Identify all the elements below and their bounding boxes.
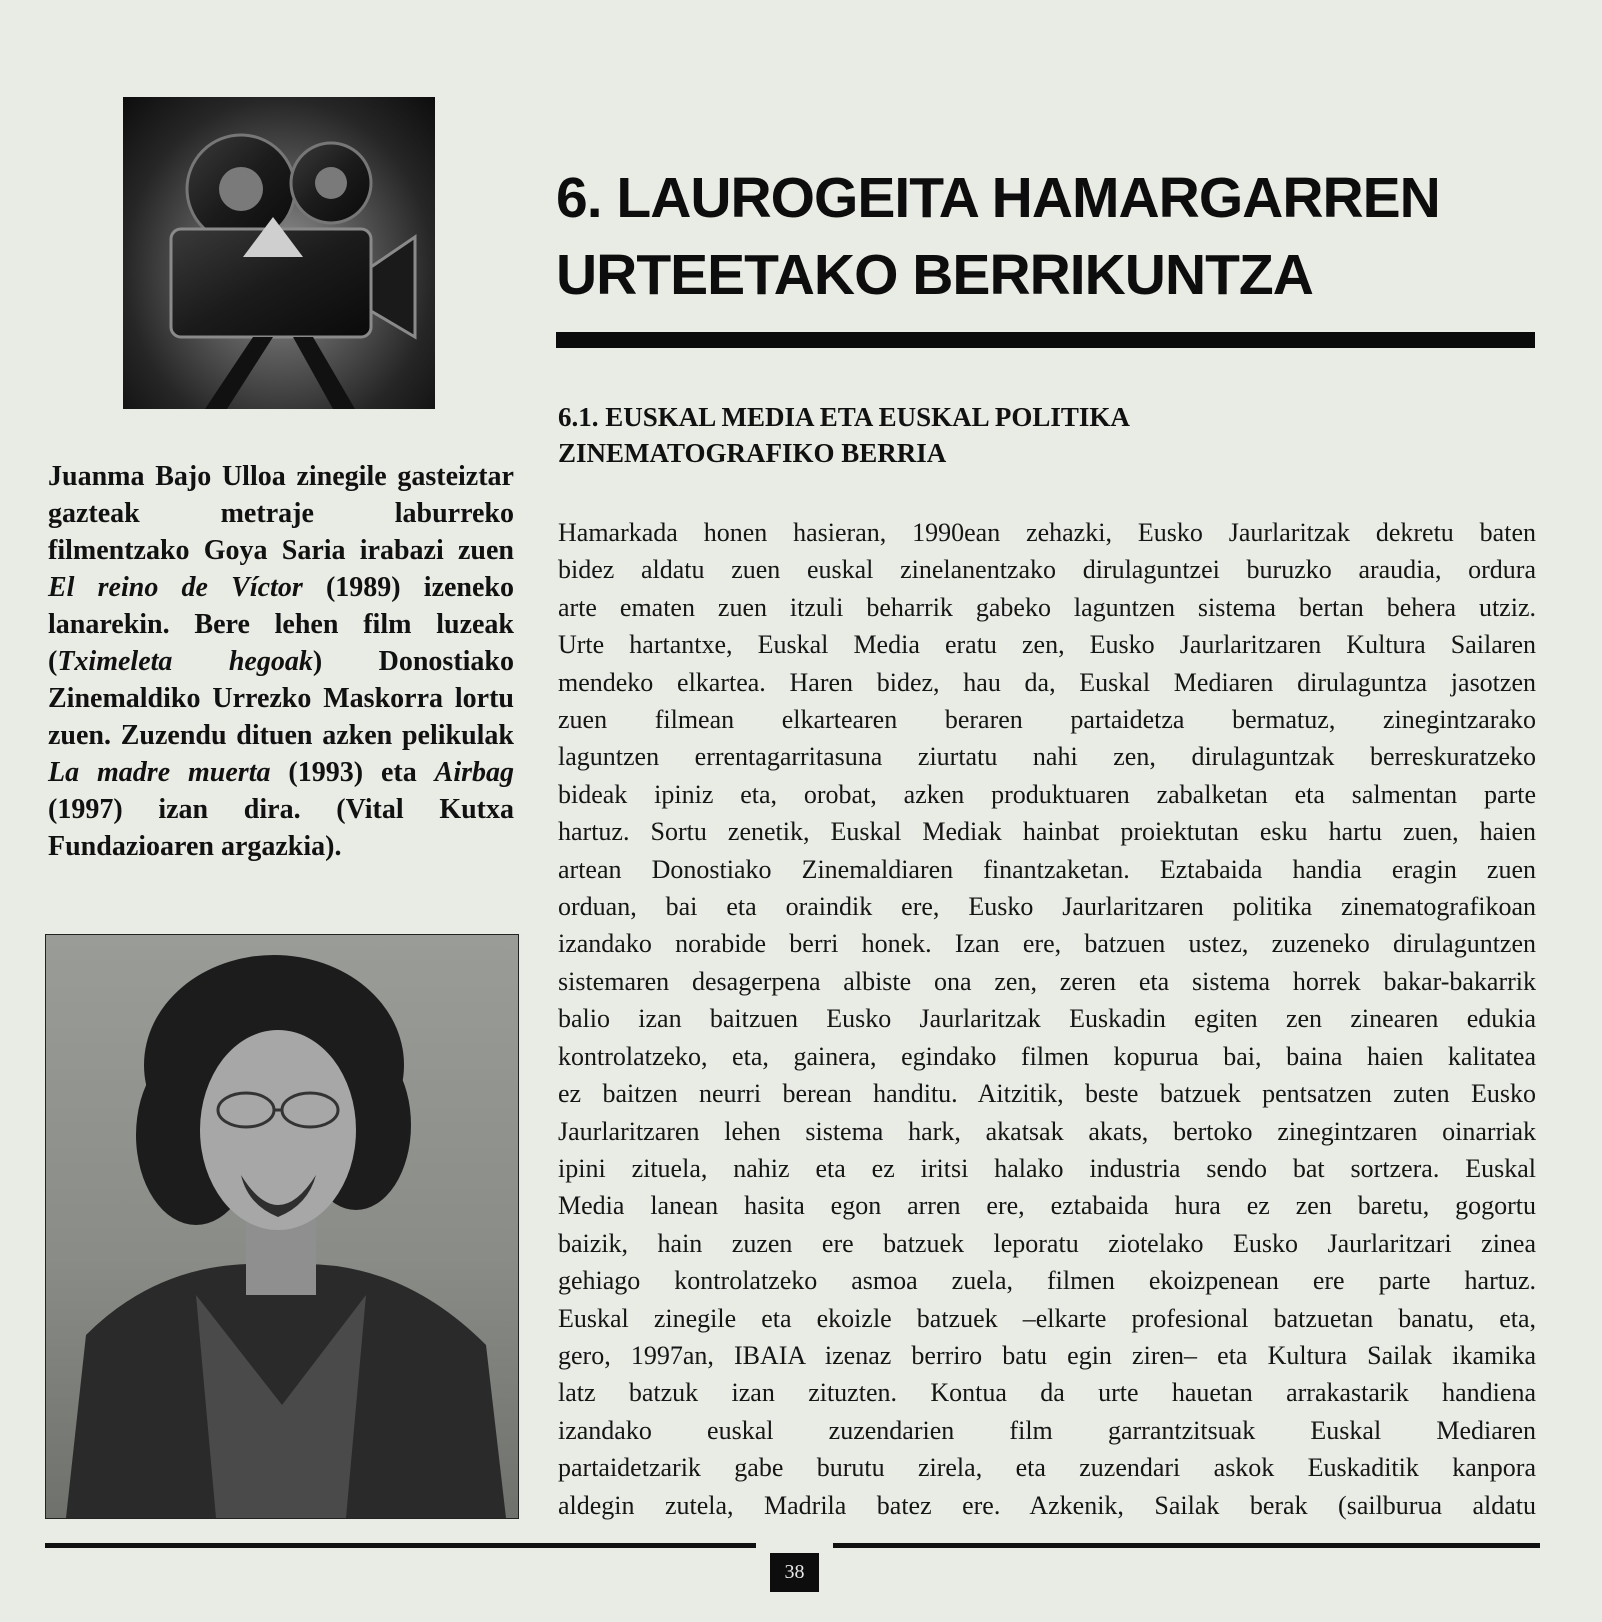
body-line: ez baitzen neurri berean handitu. Aitzitik, beste batzuek pentsatzen zuten Eusko	[558, 1079, 1536, 1109]
body-line: aldegin zutela, Madrila batez ere. Azkenik, Sailak berak (sailburua aldatu	[558, 1490, 1536, 1520]
body-line: arte ematen zuen itzuli beharrik gabeko laguntzen sistema bertan behera utziz.	[558, 592, 1536, 622]
body-line: partaidetzarik gabe burutu zirela, eta zuzendari askok Euskaditik kanpora	[558, 1453, 1536, 1483]
body-line: sistemaren desagerpena albiste ona zen, zeren eta sistema horrek bakar-bakarrik	[558, 966, 1536, 996]
caption-title-airbag: Airbag	[434, 757, 514, 788]
title-rule	[556, 332, 1535, 348]
body-line: laguntzen errentagarritasuna ziurtatu nahi zen, dirulaguntzak berreskuratzeko	[558, 742, 1536, 772]
portrait-photo	[45, 934, 519, 1519]
portrait-figure	[46, 935, 518, 1518]
chapter-title	[556, 160, 1546, 314]
footer-rule-right	[833, 1543, 1540, 1548]
body-paragraph	[558, 514, 1536, 1524]
caption-title-reino: El reino de Víctor	[48, 572, 303, 603]
chapter-title-line-1: 6. LAUROGEITA HAMARGARREN	[556, 166, 1440, 230]
body-line: izandako euskal zuzendarien film garrantzitsuak Euskal Mediaren	[558, 1415, 1536, 1445]
body-line: zuen filmean elkartearen beraren partaidetza bermatuz, zinegintzarako	[558, 705, 1536, 735]
body-line: izandako norabide berri honek. Izan ere, batzuen ustez, zuzeneko dirulaguntzen	[558, 929, 1536, 959]
caption-text-1: Juanma Bajo Ulloa zinegile gasteiztar gazteak metraje laburreko filmentzako Goya Saria irabazi zuen	[48, 461, 514, 566]
chapter-title-line-2: URTEETAKO BERRIKUNTZA	[556, 243, 1313, 307]
caption-text-3: ) Donostiako Zinemaldiko Urrezko Maskorra lortu zuen. Zuzendu dituen azken pelikulak	[48, 646, 514, 751]
page-number: 38	[770, 1553, 819, 1592]
body-line: bidez aldatu zuen euskal zinelanentzako dirulaguntzei buruzko araudia, ordura	[558, 555, 1536, 585]
body-line: baizik, hain zuzen ere batzuek leporatu ziotelako Eusko Jaurlaritzari zinea	[558, 1228, 1536, 1258]
body-line: Euskal zinegile eta ekoizle batzuek –elkarte profesional batzuetan banatu, eta,	[558, 1303, 1536, 1333]
body-line: orduan, bai eta oraindik ere, Eusko Jaurlaritzaren politika zinematografikoan	[558, 892, 1536, 922]
caption-text-2: (1989) izeneko lanarekin. Bere lehen film luzeak (	[48, 572, 514, 677]
body-line: bideak ipiniz eta, orobat, azken produktuaren zabalketan eta salmentan parte	[558, 779, 1536, 809]
section-heading-line-1: 6.1. EUSKAL MEDIA ETA EUSKAL POLITIKA	[558, 402, 1130, 432]
photo-caption	[48, 458, 514, 865]
body-line: Urte hartantxe, Euskal Media eratu zen, Eusko Jaurlaritzaren Kultura Sailaren	[558, 630, 1536, 660]
section-heading-line-2: ZINEMATOGRAFIKO BERRIA	[558, 438, 947, 468]
footer-rule-left	[45, 1543, 756, 1548]
body-line: hartuz. Sortu zenetik, Euskal Mediak hainbat proiektutan esku hartu zuen, haien	[558, 817, 1536, 847]
body-line: gero, 1997an, IBAIA izenaz berriro batu egin ziren– eta Kultura Sailak ikamika	[558, 1340, 1536, 1370]
body-line: mendeko elkartea. Haren bidez, hau da, Euskal Mediaren dirulaguntza jasotzen	[558, 667, 1536, 697]
body-line: latz batzuk izan zituzten. Kontua da urte hauetan arrakastarik handiena	[558, 1378, 1536, 1408]
body-line: balio izan baitzuen Eusko Jaurlaritzak Euskadin egiten zen zinearen edukia	[558, 1004, 1536, 1034]
body-line: gehiago kontrolatzeko asmoa zuela, filmen ekoizpenean ere parte hartuz.	[558, 1266, 1536, 1296]
section-heading	[558, 399, 1538, 471]
caption-text-4: (1993) eta	[270, 757, 435, 788]
body-line: artean Donostiako Zinemaldiaren finantzaketan. Eztabaida handia eragin zuen	[558, 854, 1536, 884]
film-camera-icon	[123, 97, 435, 409]
body-line: Media lanean hasita egon arren ere, eztabaida hura ez zen baretu, gogortu	[558, 1191, 1536, 1221]
caption-text-5: (1997) izan dira. (Vital Kutxa Fundazioaren argazkia).	[48, 794, 514, 862]
film-camera-illustration	[123, 97, 435, 409]
caption-title-madre: La madre muerta	[48, 757, 271, 788]
body-line: kontrolatzeko, eta, gainera, egindako filmen kopurua bai, baina haien kalitatea	[558, 1041, 1536, 1071]
body-line: ipini zituela, nahiz eta ez iritsi halako industria sendo bat sortzera. Euskal	[558, 1153, 1536, 1183]
body-line: Jaurlaritzaren lehen sistema hark, akatsak akats, bertoko zinegintzaren oinarriak	[558, 1116, 1536, 1146]
caption-title-tximeleta: Tximeleta hegoak	[57, 646, 313, 677]
body-line: Hamarkada honen hasieran, 1990ean zehazki, Eusko Jaurlaritzak dekretu baten	[558, 518, 1536, 547]
